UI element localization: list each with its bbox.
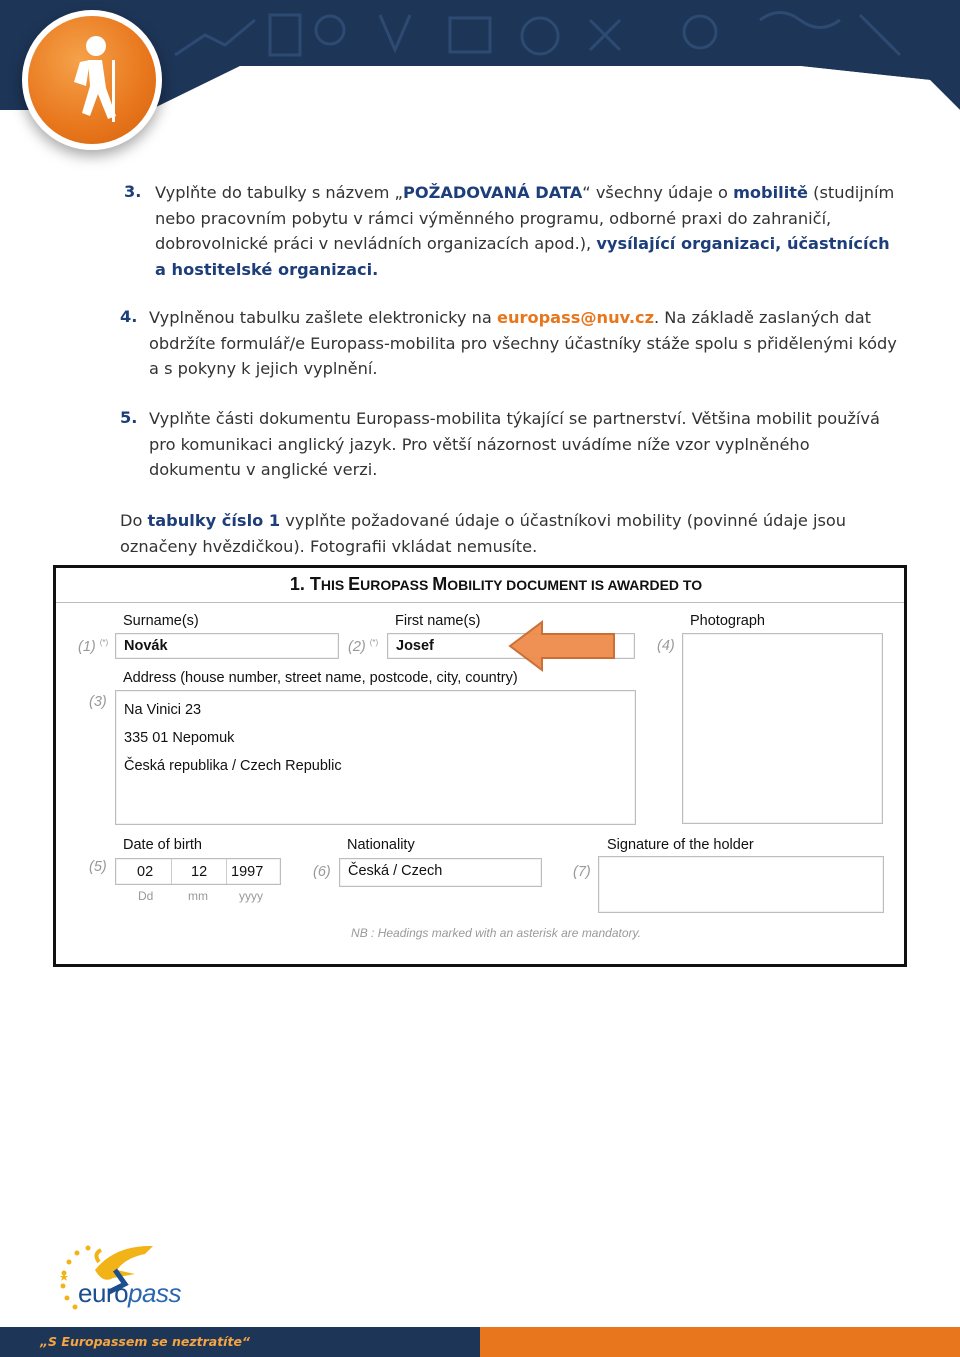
surname-field[interactable] xyxy=(115,633,339,659)
europass-wordmark xyxy=(78,1278,181,1309)
nationality-field[interactable] xyxy=(339,858,542,887)
highlight-text: vysílající organizaci, účastnících xyxy=(596,234,890,253)
footer-right xyxy=(480,1327,960,1357)
list-number-5: 5. xyxy=(120,408,138,427)
address-line: 335 01 Nepomuk xyxy=(124,730,235,746)
highlight-text: POŽADOVANÁ DATA xyxy=(402,183,583,202)
footer-slogan: „S Europassem se neztratíte“ xyxy=(40,1334,250,1349)
text-segment: Vyplňte části dokumentu Europass-mobilita týkající se partnerství. Většina mobilit používá xyxy=(149,409,880,428)
text-segment: Do xyxy=(120,511,148,530)
text-segment: označeny hvězdičkou). Fotografii vkládat nemusíte. xyxy=(120,536,538,556)
field-number-1 xyxy=(78,638,108,655)
highlight-text: a hostitelské organizaci. xyxy=(155,259,379,279)
text-segment: dokumentu v anglické verzi. xyxy=(149,460,378,479)
title-part: T xyxy=(309,574,321,594)
list-item-5 xyxy=(149,406,919,483)
surname-label: Surname(s) xyxy=(123,613,199,629)
text-segment: Vyplněnou tabulku zašlete elektronicky na xyxy=(149,308,497,327)
text-segment: obdržíte formulář/e Europass-mobilita pro všechny účastníky stáže spolu s přidělenými kódy xyxy=(149,333,897,353)
photograph-label: Photograph xyxy=(690,613,765,629)
field-number-text: (2) xyxy=(348,638,366,655)
field-number-6: (6) xyxy=(313,864,331,880)
title-part: M xyxy=(432,574,448,594)
hiker-icon xyxy=(28,16,156,144)
highlight-text: mobilitě xyxy=(733,183,809,202)
nationality-value: Česká / Czech xyxy=(348,863,443,879)
highlight-text: tabulky číslo 1 xyxy=(147,511,281,530)
text-segment: “ všechny údaje o xyxy=(582,183,734,202)
list-number-3: 3. xyxy=(124,182,142,201)
photograph-field[interactable] xyxy=(682,633,883,824)
first-name-label: First name(s) xyxy=(395,613,481,629)
dob-month-hint: mm xyxy=(188,889,208,903)
dob-year-value: 1997 xyxy=(231,864,264,880)
address-label: Address (house number, street name, postcode, city, country) xyxy=(123,670,518,686)
arrow-left-icon xyxy=(508,618,618,674)
text-segment: vyplňte požadované údaje o účastníkovi mobility (povinné údaje jsou xyxy=(280,511,847,530)
wordmark-part: euro xyxy=(78,1278,129,1308)
form-title xyxy=(56,574,936,595)
email-link[interactable]: europass@nuv.cz xyxy=(496,308,654,327)
field-number-5: (5) xyxy=(89,859,107,875)
form-title-number: 1. xyxy=(289,574,305,594)
surname-value: Novák xyxy=(124,638,168,654)
dob-year-hint: yyyy xyxy=(239,889,263,903)
text-segment: Vyplňte do tabulky s názvem „ xyxy=(155,183,403,202)
dob-field[interactable] xyxy=(115,858,281,885)
signature-label: Signature of the holder xyxy=(607,837,754,853)
required-mark: (*) xyxy=(99,638,109,647)
header-banner xyxy=(0,0,960,120)
first-name-value: Josef xyxy=(396,638,434,654)
text-segment: dobrovolnické práci v nevládních organizacích apod.), xyxy=(155,234,597,253)
dob-day-value: 02 xyxy=(137,864,154,880)
address-field[interactable] xyxy=(115,690,636,825)
hiker-logo xyxy=(22,10,162,150)
text-segment: (studijním xyxy=(808,183,895,202)
field-number-2 xyxy=(348,638,378,655)
field-number-4: (4) xyxy=(657,638,675,654)
signature-field[interactable] xyxy=(598,856,884,913)
europass-form xyxy=(53,565,907,967)
title-part: UROPASS xyxy=(360,577,433,593)
text-segment: nebo pracovním pobytu v rámci výměnného programu, odborné praxi do zahraničí, xyxy=(155,208,832,228)
dob-month-value: 12 xyxy=(191,864,208,880)
title-part: E xyxy=(348,574,361,594)
dob-day-hint: Dd xyxy=(138,889,154,903)
address-line: Na Vinici 23 xyxy=(124,702,202,718)
text-segment: pro komunikaci anglický jazyk. Pro větší názornost uvádíme níže vzor vyplněného xyxy=(149,434,810,454)
dob-label: Date of birth xyxy=(123,837,202,853)
address-line: Česká republika / Czech Republic xyxy=(124,758,342,774)
text-segment: . Na základě zaslaných dat xyxy=(654,308,872,327)
field-number-text: (1) xyxy=(78,638,96,655)
nationality-label: Nationality xyxy=(347,837,415,853)
list-item-3 xyxy=(155,180,915,282)
list-number-4: 4. xyxy=(120,307,138,326)
required-mark: (*) xyxy=(369,638,379,647)
field-number-7: (7) xyxy=(573,864,591,880)
mandatory-note: NB : Headings marked with an asterisk are mandatory. xyxy=(351,926,641,940)
field-number-3: (3) xyxy=(89,694,107,710)
footer-bar xyxy=(0,1327,960,1357)
text-segment: a s pokyny k jejich vyplnění. xyxy=(149,359,378,378)
list-item-4 xyxy=(149,305,919,382)
title-part: OBILITY DOCUMENT IS AWARDED TO xyxy=(447,577,703,593)
title-part: HIS xyxy=(320,577,349,593)
wordmark-part: pass xyxy=(128,1278,181,1308)
intro-paragraph xyxy=(120,508,920,559)
